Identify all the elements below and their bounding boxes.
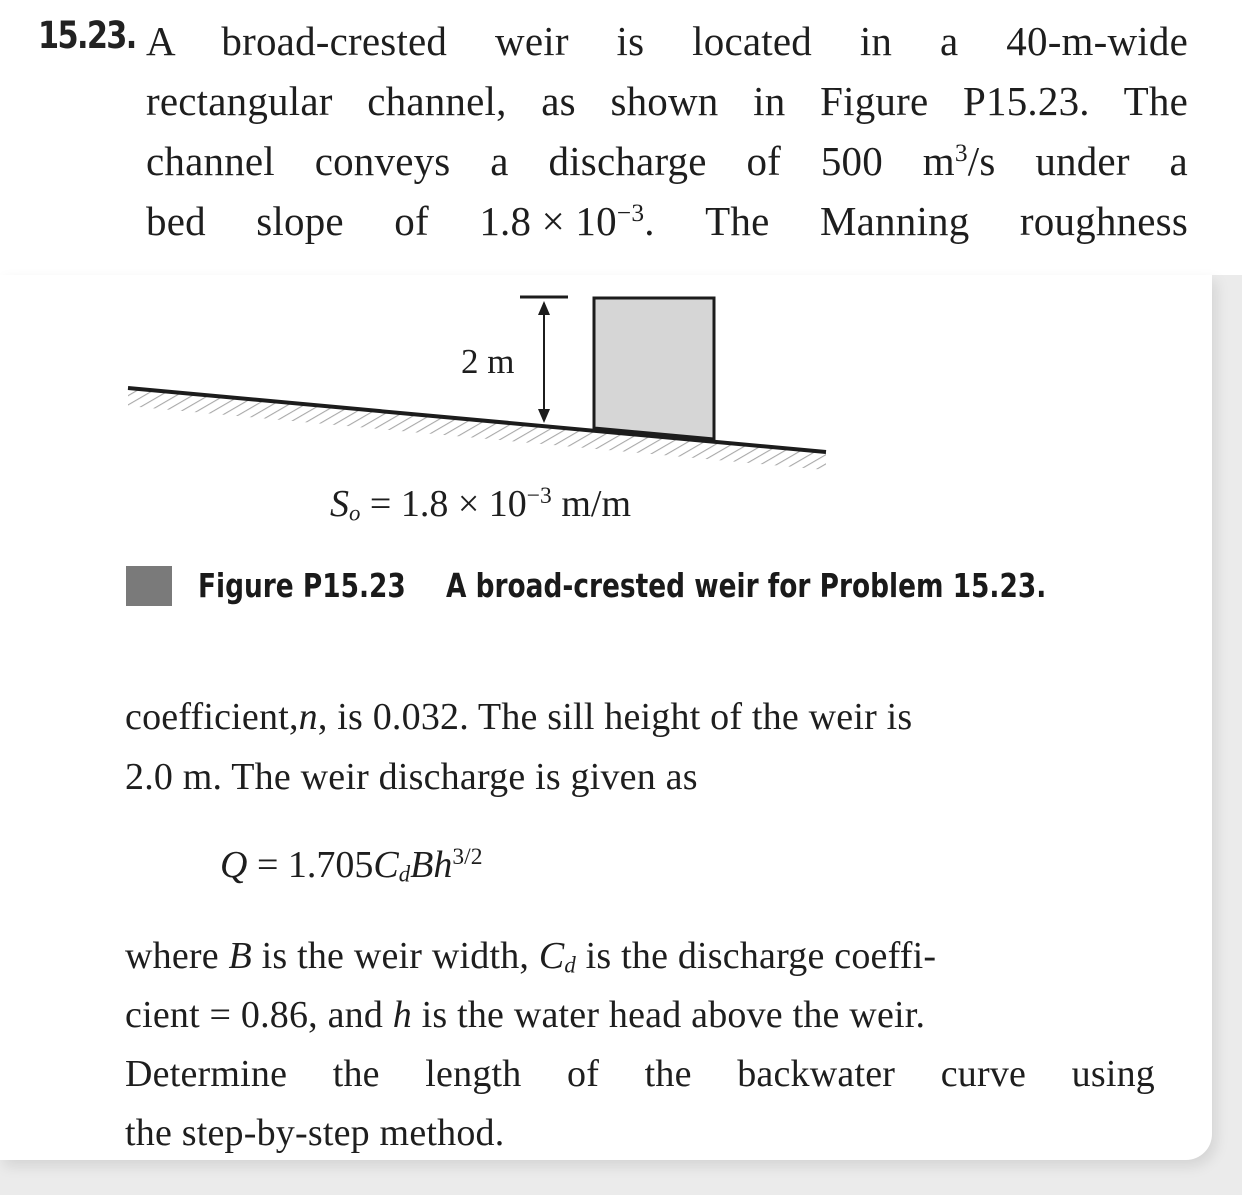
cient-b: is the water head above the weir.	[411, 994, 926, 1036]
formula-exponent: 3/2	[452, 844, 483, 871]
line3-words	[146, 138, 1188, 184]
slope-subscript: o	[349, 500, 361, 526]
sup-neg3: −3	[616, 199, 645, 228]
body-line-1-a: coefficient,	[125, 696, 299, 738]
word-a: a	[490, 138, 509, 184]
word-under: under	[1035, 138, 1130, 184]
formula-B: B	[410, 844, 434, 886]
dimension-arrow-up	[538, 301, 550, 315]
word-slope: slope	[256, 198, 344, 244]
word-roughness: roughness	[1019, 198, 1188, 244]
slope-units: m/m	[561, 483, 632, 525]
where-c: is the discharge coeffi-	[575, 935, 937, 977]
word-the: The	[705, 198, 770, 244]
cient-h: h	[392, 994, 412, 1036]
word-conveys: conveys	[314, 138, 451, 184]
where-a: where	[125, 935, 229, 977]
channel-bed-hatching	[128, 388, 826, 470]
where-b: is the weir width,	[251, 935, 539, 977]
word-of-2: of	[394, 198, 429, 244]
cient-a: cient = 0.86, and	[125, 994, 393, 1036]
problem-line-4	[146, 198, 1188, 244]
caption-square-icon	[126, 566, 172, 606]
word-bed: bed	[146, 198, 206, 244]
sup-cubic: 3	[954, 139, 968, 168]
body-line-last: the step-by-step method.	[125, 1112, 505, 1154]
problem-line-2: rectangular channel, as shown in Figure P15.23. The	[146, 78, 1188, 124]
formula-d: d	[398, 861, 411, 887]
word-500: 500	[820, 138, 883, 184]
figure-caption-label: Figure P15.23	[198, 566, 406, 605]
where-B: B	[228, 935, 252, 977]
slope-equals: = 1.8 × 10	[369, 483, 527, 525]
body-line-where	[125, 935, 1155, 978]
slope-symbol: S	[330, 483, 349, 525]
slope-label	[330, 482, 631, 526]
discharge-formula	[220, 843, 482, 887]
word-of: of	[746, 138, 782, 184]
body-line-determine: Determine the length of the backwater curve using	[125, 1053, 1155, 1095]
n-symbol: n	[298, 696, 318, 738]
word-manning: Manning	[819, 198, 970, 244]
figure-caption-text: A broad-crested weir for Problem 15.23.	[446, 566, 1047, 605]
height-label: 2 m	[461, 342, 515, 381]
formula-Q: Q	[220, 844, 248, 886]
word-discharge: discharge	[548, 138, 707, 184]
word-a2: a	[1169, 138, 1188, 184]
where-C: C	[538, 935, 565, 977]
where-d: d	[564, 952, 576, 978]
units-m3s: $m^3/s$	[922, 138, 996, 184]
body-line-1-rest	[299, 698, 1155, 736]
body-line-1-b: , is 0.032. The sill height of the weir is	[317, 696, 913, 738]
formula-C: C	[373, 844, 399, 886]
body-line-1	[125, 698, 1155, 736]
slope-value: $1.8 \times 10^{-3}$.	[479, 198, 655, 244]
body-line-2: 2.0 m. The weir discharge is given as	[125, 756, 698, 798]
channel-bed-line	[128, 388, 826, 452]
problem-line-3	[146, 138, 1188, 184]
problem-number: 15.23.	[38, 14, 136, 57]
slope-exponent: −3	[526, 483, 552, 510]
problem-line-1: A broad-crested weir is located in a 40-m-wide	[146, 18, 1188, 64]
body-line-cient	[125, 996, 1155, 1034]
weir-block	[594, 298, 714, 439]
dimension-arrow-down	[538, 409, 550, 423]
formula-h: h	[433, 844, 453, 886]
word-channel: channel	[146, 138, 275, 184]
formula-equals: = 1.705	[247, 844, 374, 886]
